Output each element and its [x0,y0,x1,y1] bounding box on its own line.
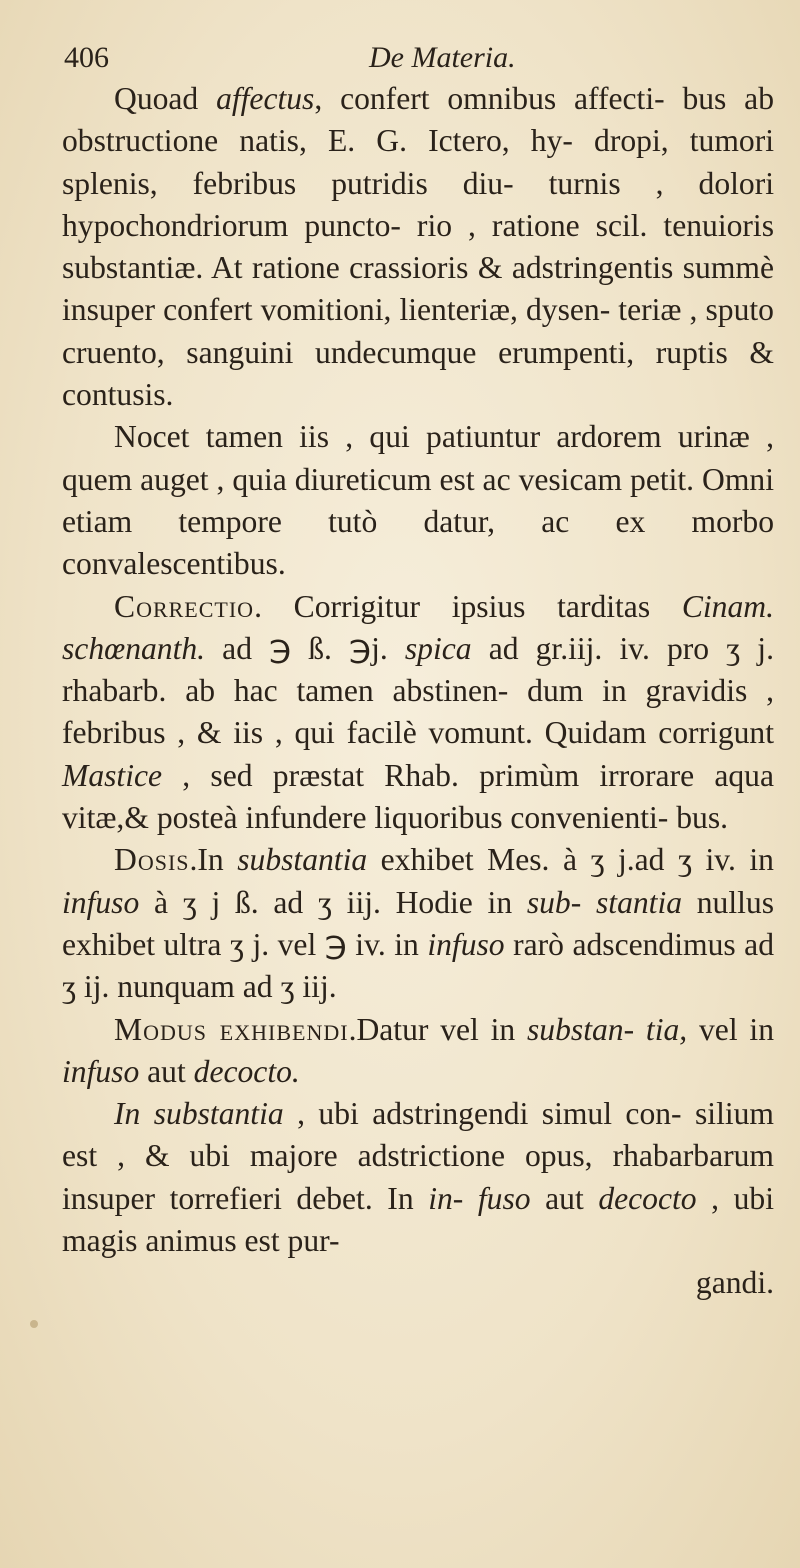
running-title: De Materia. [369,41,516,74]
text-body [62,78,774,1305]
paper-stain [30,1320,38,1328]
paragraph-dosis: Dosis.In substantia exhibet Mes. à ʒ j.ad ʒ iv. in infuso à ʒ j ß. ad ʒ iij. Hodie in sub- stantia nullus exhibet ultra ʒ j. vel ℈ iv. in infuso rarò adscendimus ad ʒ ij. nunquam ad ʒ iij. [62,842,775,1005]
paragraph-affectus: Quoad affectus, confert omnibus affecti- bus ab obstructione natis, E. G. Ictero, hy- dropi, tumori splenis, febribus putridis diu- turnis , dolori hypochondriorum puncto- rio , ratione scil. tenuioris substantiæ. At ratione crassioris & adstringentis summè insuper confert vomitioni, lienteriæ, dysen- teriæ , sputo cruento, sanguini undecumque erumpenti, ruptis & contusis. [62,81,774,413]
paragraph-nocet: Nocet tamen iis , qui patiuntur ardorem urinæ , quem auget , quia diureticum est ac vesicam petit. Omni etiam tempore tutò datur, ac ex morbo convalescentibus. [62,419,774,582]
paragraph-modus: Modus exhibendi.Datur vel in substan- tia, vel in infuso aut decocto. [62,1011,774,1089]
italic-term: affectus [216,81,315,116]
section-heading-dosis: Dosis [114,842,190,878]
page-header [64,38,760,78]
section-heading-correctio: Correctio [114,588,255,624]
section-heading-modus: Modus exhibendi [114,1011,349,1047]
paragraph-correctio: Correctio. Corrigitur ipsius tarditas Cinam. schœnanth. ad ℈ ß. ℈j. spica ad gr.iij. iv. pro ʒ j. rhabarb. ab hac tamen abstinen- dum in gravidis , febribus , & iis , qui facilè vomunt. Quidam corrigunt Mastice , sed præstat Rhab. primùm irrorare aqua vitæ,& posteà infundere liquoribus convenienti- bus. [62,588,775,836]
page-number: 406 [64,41,109,74]
paragraph-in-substantia: In substantia , ubi adstringendi simul con- silium est , & ubi majore adstrictione opus, rhabarbarum insuper torrefieri debet. In in- fuso aut decocto , ubi magis animus est pur- [62,1096,774,1259]
last-line: gandi. [695,1265,774,1301]
